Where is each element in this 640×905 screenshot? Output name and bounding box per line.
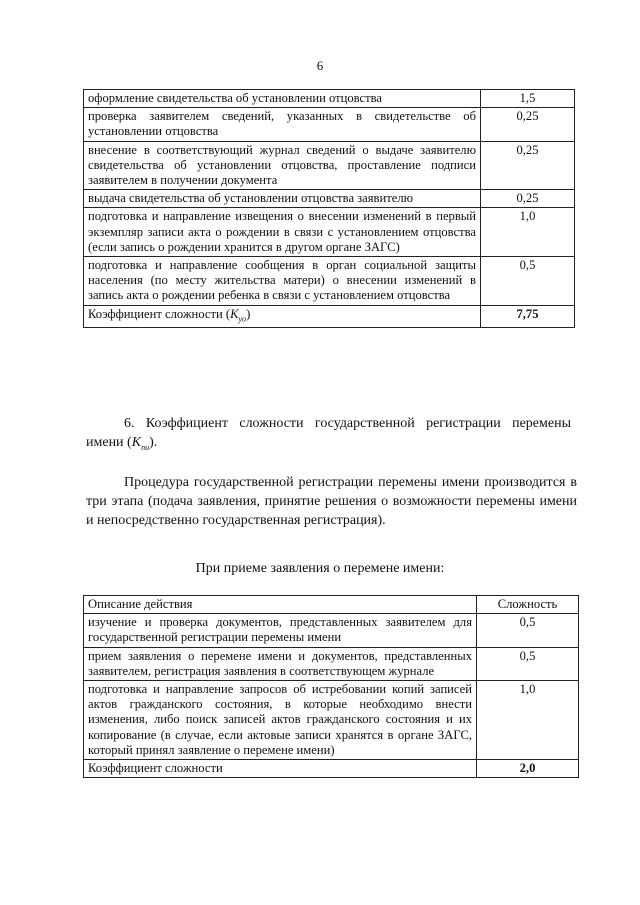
action-description: подготовка и направление сообщения в орган социальной защиты населения (по месту жительства матери) о внесении изменений в запись акта о рождении ребенка в связи с установлением отцовства: [84, 257, 481, 306]
total-value: 2,0: [477, 760, 579, 778]
action-description: подготовка и направление извещения о внесении изменений в первый экземпляр записи акта о рождении в связи с установлением отцовства (если запись о рождении хранится в другом органе ЗАГС): [84, 208, 481, 257]
action-description: подготовка и направление запросов об истребовании копий записей актов гражданского состояния, в которые необходимо внести изменения, либо поиск записей актов гражданского состояния и их копирование (в случае, если актовые записи хранятся в органе ЗАГС, который принял заявление о перемене имени): [84, 681, 477, 760]
total-value: 7,75: [481, 305, 575, 328]
table-row: [84, 614, 579, 647]
table-row: [84, 190, 575, 208]
complexity-value: 0,5: [481, 257, 575, 306]
section-6-text: 6. Коэффициент сложности государственной регистрации перемены имени (: [86, 416, 571, 450]
total-label: Коэффициент сложности: [84, 760, 477, 778]
total-row: [84, 760, 579, 778]
section-6-close: ).: [149, 435, 158, 450]
coefficient-symbol: [230, 306, 247, 324]
coefficient-subscript: пи: [141, 442, 150, 452]
table-caption: При приеме заявления о перемене имени:: [195, 561, 445, 576]
complexity-value: 0,5: [477, 647, 579, 680]
complexity-value: 1,0: [477, 681, 579, 760]
table-row: [84, 681, 579, 760]
table-row: [84, 257, 575, 306]
coefficient-subscript: уо: [238, 314, 247, 324]
table-row: [84, 647, 579, 680]
action-description: выдача свидетельства об установлении отцовства заявителю: [84, 190, 481, 208]
complexity-value: 0,25: [481, 141, 575, 190]
procedure-text: Процедура государственной регистрации перемены имени производится в три этапа (подача заявления, принятие решения о возможности перемены имени и непосредственно государственная регистрация).: [86, 475, 577, 528]
coefficient-letter: K: [131, 435, 142, 450]
action-description: оформление свидетельства об установлении отцовства: [84, 90, 481, 108]
table-row: [84, 108, 575, 141]
complexity-value: 1,5: [481, 90, 575, 108]
coefficient-letter: K: [230, 306, 239, 321]
complexity-value: 0,25: [481, 108, 575, 141]
total-row: [84, 305, 575, 328]
total-label-text: Коэффициент сложности (: [88, 306, 231, 321]
complexity-table-paternity: [83, 89, 575, 328]
action-description: прием заявления о перемене имени и документов, представленных заявителем, регистрация заявления в соответствующем журнале: [84, 647, 477, 680]
complexity-value: 0,25: [481, 190, 575, 208]
header-complexity: Сложность: [477, 596, 579, 614]
complexity-table-name-change: [83, 595, 579, 778]
procedure-paragraph: [86, 473, 577, 530]
header-description: Описание действия: [84, 596, 477, 614]
coefficient-symbol: [132, 435, 149, 450]
table-header-row: [84, 596, 579, 614]
section-6-heading: [86, 414, 571, 457]
page-number: 6: [316, 58, 324, 73]
total-label: [84, 305, 481, 328]
action-description: изучение и проверка документов, представленных заявителем для государственной регистрации перемены имени: [84, 614, 477, 647]
action-description: внесение в соответствующий журнал сведений о выдаче заявителю свидетельства об установлении отцовства, проставление подписи заявителем в получении документа: [84, 141, 481, 190]
complexity-value: 1,0: [481, 208, 575, 257]
complexity-value: 0,5: [477, 614, 579, 647]
table-row: [84, 90, 575, 108]
table-row: [84, 141, 575, 190]
total-label-close: ): [246, 306, 251, 321]
action-description: проверка заявителем сведений, указанных в свидетельстве об установлении отцовства: [84, 108, 481, 141]
table-row: [84, 208, 575, 257]
